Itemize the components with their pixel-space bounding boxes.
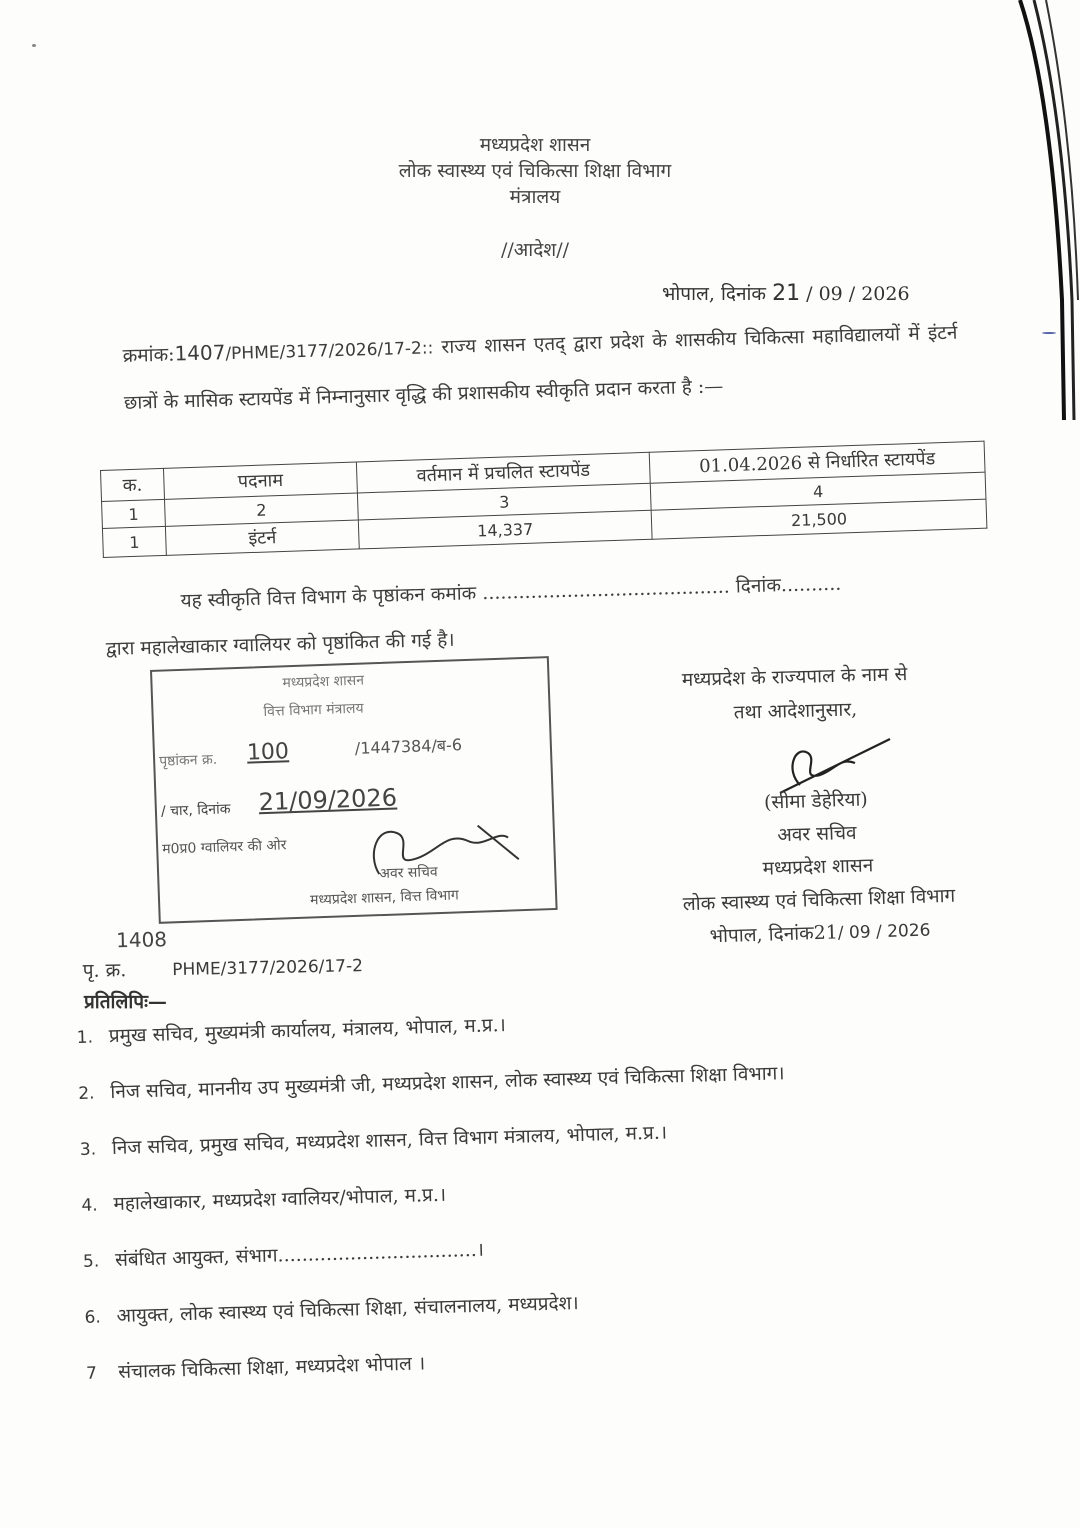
list-item-text: संचालक चिकित्सा शिक्षा, मध्यप्रदेश भोपाल ।	[117, 1352, 426, 1383]
column-header-designation: पदनाम	[163, 462, 357, 499]
endorsement-handwritten-number: 1408	[115, 927, 168, 953]
list-item-number: 4.	[81, 1195, 98, 1216]
stamp-signatory-2: मध्यप्रदेश शासन, वित्त विभाग	[309, 887, 460, 909]
letterhead-department: लोक स्वास्थ्य एवं चिकित्सा शिक्षा विभाग	[398, 160, 672, 182]
governor-line-2: तथा आदेशानुसार,	[733, 698, 858, 724]
order-paragraph	[122, 309, 959, 426]
approval-paragraph	[104, 557, 986, 672]
cable-artifact	[1000, 0, 1080, 420]
table-cell: 14,337	[358, 510, 652, 549]
stamp-date-value: 21/09/2026	[258, 783, 398, 817]
order-reference: /PHME/3177/2026/17-2::	[225, 338, 434, 365]
column-header-new-stipend: 01.04.2026 से निर्धारित स्टायपेंड	[649, 441, 985, 483]
signatory-government: मध्यप्रदेश शासन	[762, 854, 874, 880]
stamp-title-1: मध्यप्रदेश शासन	[282, 672, 365, 692]
signatory-date-rest: / 09 / 2026	[837, 920, 931, 944]
endorsement-prefix: पृ. क्र.	[82, 959, 127, 982]
stamp-endorse-label: पृष्ठांकन क्र.	[158, 751, 218, 770]
table-cell: इंटर्न	[165, 520, 359, 555]
table-cell: 2	[165, 493, 359, 526]
order-date-prefix: भोपाल, दिनांक	[662, 283, 767, 305]
letterhead	[300, 132, 770, 210]
column-header-current-stipend: वर्तमान में प्रचलित स्टायपेंड	[356, 452, 650, 493]
table-cell: 3	[357, 483, 651, 520]
table-cell: 1	[102, 526, 166, 557]
copy-to-label: प्रतिलिपिः—	[84, 991, 167, 1013]
approval-line-1: यह स्वीकृति वित्त विभाग के पृष्ठांकन कमांक ......................................... दिनांक..........	[180, 572, 842, 612]
stamp-signatory-1: अवर सचिव	[378, 864, 438, 883]
list-item-text: आयुक्त, लोक स्वास्थ्य एवं चिकित्सा शिक्षा, संचालनालय, मध्यप्रदेश।	[116, 1292, 580, 1327]
letterhead-government: मध्यप्रदेश शासन	[479, 134, 591, 156]
approval-line-2: द्वारा महालेखाकार ग्वालियर को पृष्ठांकित की गई है।	[105, 628, 455, 660]
scan-speck	[1042, 332, 1056, 334]
scan-speck	[32, 44, 36, 47]
column-header-serial: क.	[101, 468, 165, 501]
signatory-date-day: 21	[813, 921, 839, 945]
list-item-number: 3.	[79, 1139, 97, 1160]
signatory-date-prefix: भोपाल, दिनांक	[709, 922, 815, 948]
stamp-ag-line: म0प्र0 ग्वालियर की ओर	[161, 837, 287, 858]
order-number-handwritten: 1407	[174, 340, 226, 366]
list-item-text: महालेखाकार, मध्यप्रदेश ग्वालियर/भोपाल, म.प्र.।	[113, 1183, 447, 1216]
order-date-rest: / 09 / 2026	[806, 283, 910, 305]
copy-list	[76, 983, 1047, 1402]
stamp-endorse-reference: /1447384/ब-6	[354, 735, 463, 758]
signatory-department: लोक स्वास्थ्य एवं चिकित्सा शिक्षा विभाग	[682, 884, 956, 916]
order-date-day: 21	[772, 281, 801, 306]
stipend-table-wrapper	[100, 441, 987, 558]
list-item-number: 2.	[78, 1083, 95, 1104]
list-item-text: संबंधित आयुक्त, संभाग.................................।	[114, 1238, 485, 1272]
finance-department-stamp	[150, 656, 558, 924]
list-item-number: 7	[85, 1363, 98, 1384]
order-date	[662, 280, 910, 306]
signatory-designation: अवर सचिव	[776, 821, 857, 847]
signatory-name: (सीमा डेहेरिया)	[763, 788, 869, 814]
list-item-text: प्रमुख सचिव, मुख्यमंत्री कार्यालय, मंत्रालय, भोपाल, म.प्र.।	[108, 1014, 507, 1048]
stamp-endorse-number: 100	[246, 739, 290, 766]
table-cell: 1	[102, 499, 166, 528]
governor-line-1: मध्यप्रदेश के राज्यपाल के नाम से	[681, 663, 908, 691]
stamp-date-label: / चार, दिनांक	[160, 801, 231, 820]
order-body: राज्य शासन एतद् द्वारा प्रदेश के शासकीय चिकित्सा महाविद्यालयों में इंटर्न छात्रों के मासिक स्टायपेंड में निम्नानुसार वृद्धि की प्रशासकीय स्वीकृति प्रदान करता है :—	[123, 321, 958, 414]
list-item-number: 5.	[82, 1251, 100, 1272]
letterhead-ministry: मंत्रालय	[509, 186, 561, 208]
endorsement-ref: PHME/3177/2026/17-2	[172, 956, 364, 981]
list-item-number: 6.	[84, 1307, 102, 1328]
order-number-label: क्रमांक:	[122, 343, 175, 367]
table-cell: 4	[650, 472, 986, 510]
signatory-block	[605, 778, 1030, 957]
governor-authority	[629, 656, 961, 733]
order-heading: //आदेश//	[500, 239, 570, 261]
list-item-number: 1.	[76, 1027, 94, 1048]
stipend-table	[100, 441, 987, 558]
list-item-text: निज सचिव, प्रमुख सचिव, मध्यप्रदेश शासन, वित्त विभाग मंत्रालय, भोपाल, म.प्र.।	[111, 1121, 668, 1160]
list-item-text: निज सचिव, माननीय उप मुख्यमंत्री जी, मध्यप्रदेश शासन, लोक स्वास्थ्य एवं चिकित्सा शिक्षा विभाग।	[110, 1062, 785, 1104]
table-cell: 21,500	[651, 499, 987, 539]
endorsement-reference	[82, 929, 363, 983]
stamp-title-2: वित्त विभाग मंत्रालय	[263, 700, 364, 721]
